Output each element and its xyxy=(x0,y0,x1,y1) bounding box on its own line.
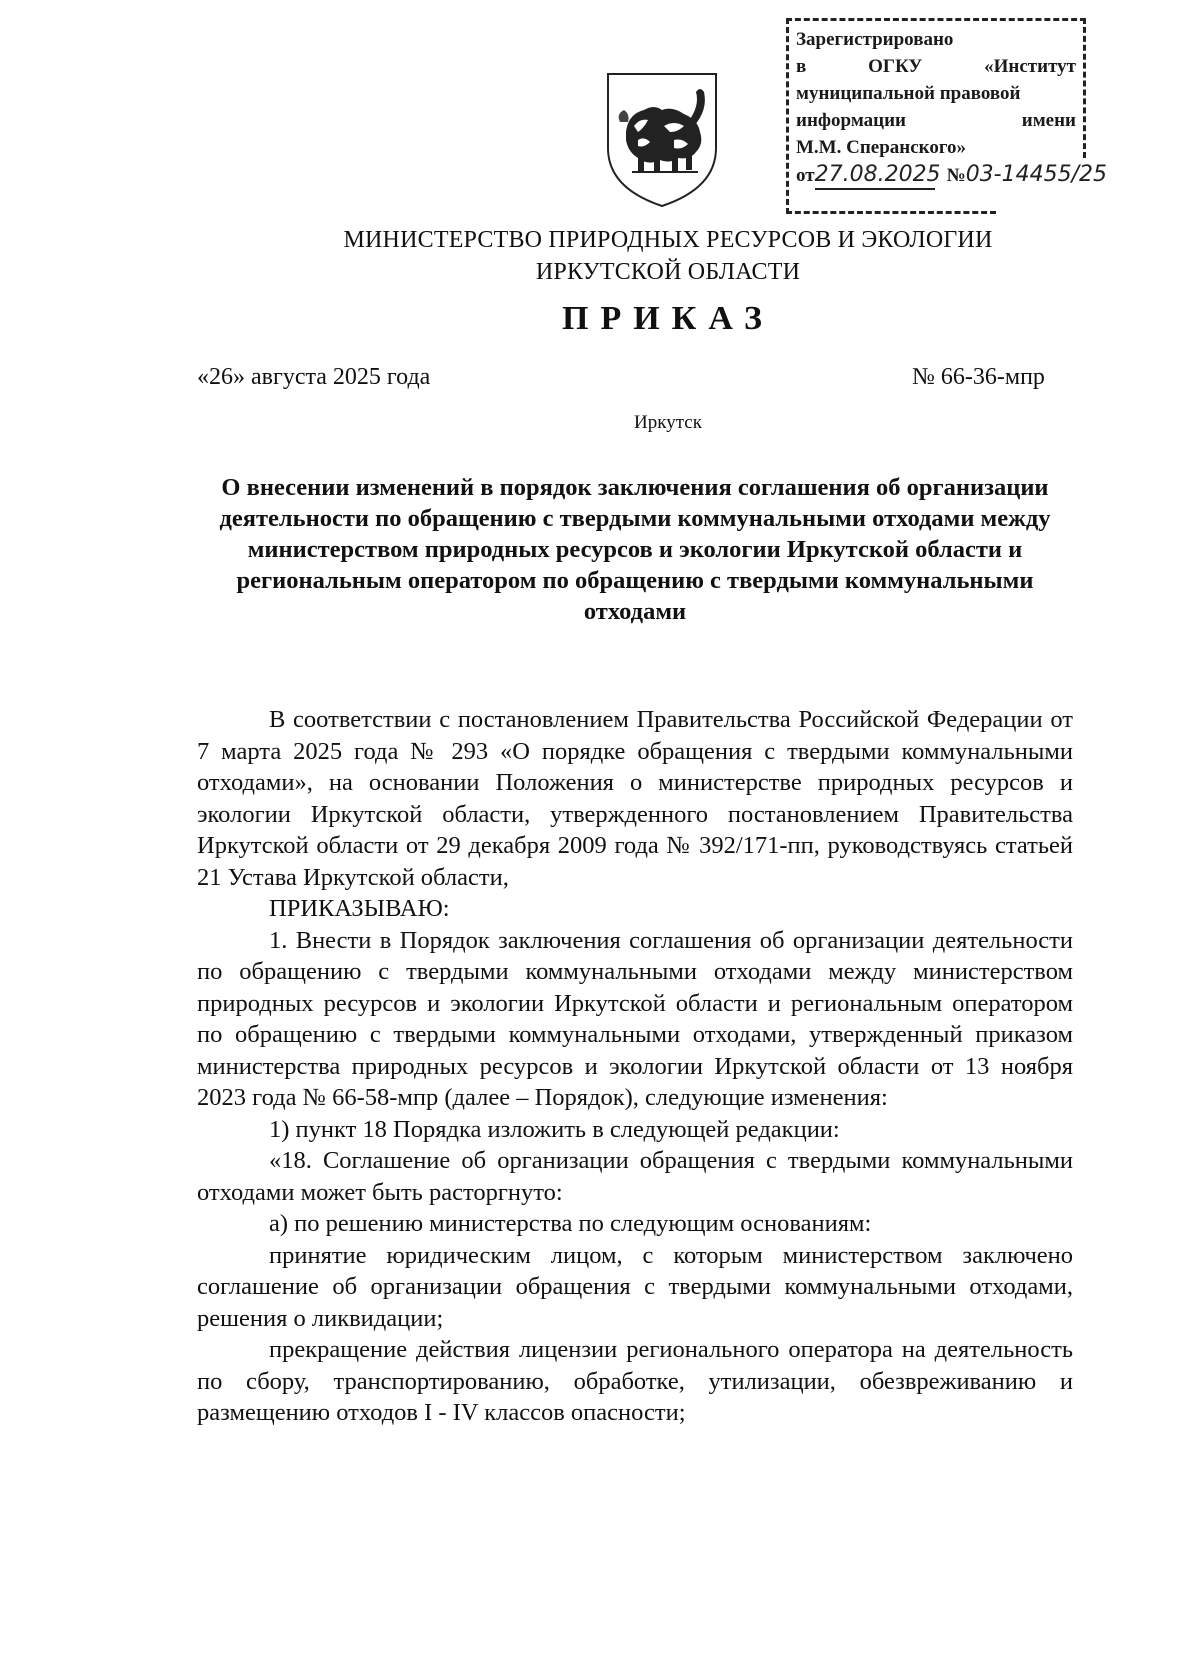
paragraph-order-word: ПРИКАЗЫВАЮ: xyxy=(269,895,450,922)
paragraph-preamble: В соответствии с постановлением Правительства Российской Федерации от 7 марта 2025 года № 293 «О порядке обращения с твердыми коммунальными отходами», на основании Положения о министерстве природных ресурсов и экологии Иркутской области, утвержденного постановлением Правительства Иркутской области от 29 декабря 2009 года № 392/171-пп, руководствуясь статьей 21 Устава Иркутской области, xyxy=(197,706,1073,891)
stamp-handwritten-date: 27.08.2025 xyxy=(815,161,935,190)
stamp-line-5: М.М. Сперанского» xyxy=(796,137,967,158)
paragraph-subitem-a: а) по решению министерства по следующим основаниям: xyxy=(269,1210,872,1237)
stamp-number-prefix: № xyxy=(946,165,966,186)
stamp-word: «Институт xyxy=(984,56,1076,77)
coat-of-arms-icon xyxy=(604,70,720,210)
stamp-line-4 xyxy=(796,107,1076,134)
paragraph-liquidation: принятие юридическим лицом, с которым министерством заключено соглашение об организации обращения с твердыми коммунальными отходами, решения о ликвидации; xyxy=(197,1241,1073,1332)
document-type-title: ПРИКАЗ xyxy=(562,300,774,337)
ministry-line-1: МИНИСТЕРСТВО ПРИРОДНЫХ РЕСУРСОВ И ЭКОЛОГИИ xyxy=(343,227,993,253)
stamp-word: в xyxy=(796,56,807,77)
paragraph-item-1: 1. Внести в Порядок заключения соглашения об организации деятельности по обращению с твердыми коммунальными отходами между министерством природных ресурсов и экологии Иркутской области и региональным оператором по обращению с твердыми коммунальными отходами, утвержденный приказом министерства природных ресурсов и экологии Иркутской области от 13 ноября 2023 года № 66-58-мпр (далее – Порядок), следующие изменения: xyxy=(197,926,1073,1111)
stamp-date-prefix: от xyxy=(796,165,815,186)
document-body xyxy=(197,704,1073,1429)
document-number: № 66-36-мпр xyxy=(912,364,1045,390)
stamp-line-2 xyxy=(796,53,1076,80)
ministry-name xyxy=(0,224,1200,288)
stamp-handwritten-number: 03-14455/25 xyxy=(965,162,1108,187)
registration-stamp xyxy=(786,18,1108,214)
ministry-line-2: ИРКУТСКОЙ ОБЛАСТИ xyxy=(535,259,801,285)
stamp-line-3: муниципальной правовой xyxy=(796,83,1021,104)
stamp-word: ОГКУ xyxy=(868,56,923,77)
stamp-date-row xyxy=(796,161,1108,190)
paragraph-point-18: «18. Соглашение об организации обращения с твердыми коммунальными отходами может быть расторгнуто: xyxy=(197,1147,1073,1206)
paragraph-subitem-1: 1) пункт 18 Порядка изложить в следующей редакции: xyxy=(269,1115,840,1143)
document-date: «26» августа 2025 года xyxy=(197,364,431,390)
paragraph-license: прекращение действия лицензии регионального оператора на деятельность по сбору, транспортированию, обработке, утилизации, обезвреживанию и размещению отходов I - IV классов опасности; xyxy=(197,1336,1073,1426)
document-subject: О внесении изменений в порядок заключения соглашения об организации деятельности по обращению с твердыми коммунальными отходами между министерством природных ресурсов и экологии Иркутской области и региональным оператором по обращению с твердыми коммунальными отходами xyxy=(219,474,1051,625)
stamp-word: информации xyxy=(796,110,906,131)
stamp-word: имени xyxy=(1021,110,1076,131)
document-city: Иркутск xyxy=(634,412,702,433)
stamp-line-1: Зарегистрировано xyxy=(796,29,954,50)
